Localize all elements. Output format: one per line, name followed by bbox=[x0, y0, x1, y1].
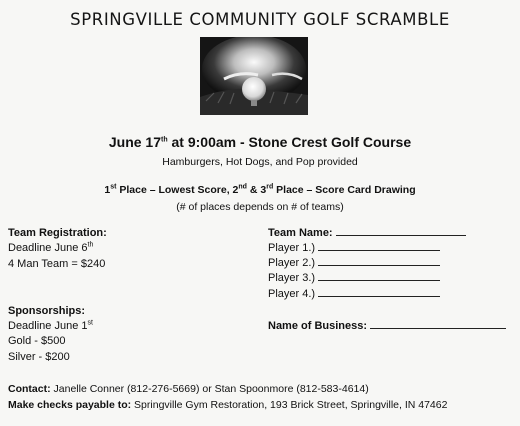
registration-deadline-text: Deadline June 6 bbox=[8, 242, 88, 254]
player-label: Player 1.) bbox=[268, 242, 316, 254]
golf-ball-illustration bbox=[200, 37, 308, 115]
event-date-line bbox=[0, 134, 520, 150]
sponsorship-deadline-text: Deadline June 1 bbox=[8, 320, 88, 332]
player-2-field[interactable] bbox=[318, 265, 440, 266]
player-row bbox=[268, 272, 440, 284]
sponsorship-deadline-suffix: st bbox=[87, 319, 93, 327]
team-registration-heading: Team Registration: bbox=[8, 227, 107, 239]
team-name-label: Team Name: bbox=[268, 227, 333, 239]
flyer-title: SPRINGVILLE COMMUNITY GOLF SCRAMBLE bbox=[70, 10, 450, 29]
prize-second-text: & 3 bbox=[246, 184, 267, 196]
business-name-field[interactable] bbox=[370, 328, 506, 329]
player-4-field[interactable] bbox=[318, 296, 440, 297]
prize-third-text: Place – Score Card Drawing bbox=[273, 184, 416, 196]
prize-third-suffix: rd bbox=[266, 183, 274, 191]
checks-label: Make checks payable to: bbox=[8, 399, 132, 411]
prize-line bbox=[0, 184, 520, 196]
player-row bbox=[268, 288, 440, 300]
player-row bbox=[268, 257, 440, 269]
team-cost: 4 Man Team = $240 bbox=[8, 258, 106, 270]
contact-text: Janelle Conner (812-276-5669) or Stan Spoonmore (812-583-4614) bbox=[50, 383, 369, 395]
event-date: June 17 bbox=[108, 134, 161, 150]
sponsorship-deadline bbox=[8, 320, 93, 332]
team-name-row bbox=[268, 227, 466, 239]
registration-deadline-suffix: th bbox=[87, 241, 94, 249]
prize-second-suffix: nd bbox=[238, 183, 247, 191]
checks-line bbox=[8, 399, 447, 411]
prize-note: (# of places depends on # of teams) bbox=[176, 201, 344, 213]
player-row bbox=[268, 242, 440, 254]
player-label: Player 2.) bbox=[268, 257, 316, 269]
checks-text: Springville Gym Restoration, 193 Brick Street, Springville, IN 47462 bbox=[131, 399, 448, 411]
contact-line bbox=[8, 383, 369, 395]
business-row bbox=[268, 320, 506, 332]
sponsorship-silver: Silver - $200 bbox=[8, 351, 70, 363]
contact-label: Contact: bbox=[8, 383, 51, 395]
sponsorship-gold: Gold - $500 bbox=[8, 335, 66, 347]
sponsorships-heading: Sponsorships: bbox=[8, 305, 86, 317]
prize-first: 1 bbox=[104, 184, 111, 196]
player-3-field[interactable] bbox=[318, 280, 440, 281]
player-label: Player 3.) bbox=[268, 272, 316, 284]
prize-first-suffix: st bbox=[110, 183, 117, 191]
player-label: Player 4.) bbox=[268, 288, 316, 300]
prize-first-text: Place – Lowest Score, 2 bbox=[116, 184, 239, 196]
player-1-field[interactable] bbox=[318, 250, 440, 251]
business-label: Name of Business: bbox=[268, 320, 368, 332]
food-note: Hamburgers, Hot Dogs, and Pop provided bbox=[162, 156, 358, 168]
golf-ball-photo bbox=[200, 37, 308, 115]
team-name-field[interactable] bbox=[336, 235, 466, 236]
event-time-place: at 9:00am - Stone Crest Golf Course bbox=[167, 134, 412, 150]
event-date-suffix: th bbox=[161, 136, 168, 144]
registration-deadline bbox=[8, 242, 93, 254]
